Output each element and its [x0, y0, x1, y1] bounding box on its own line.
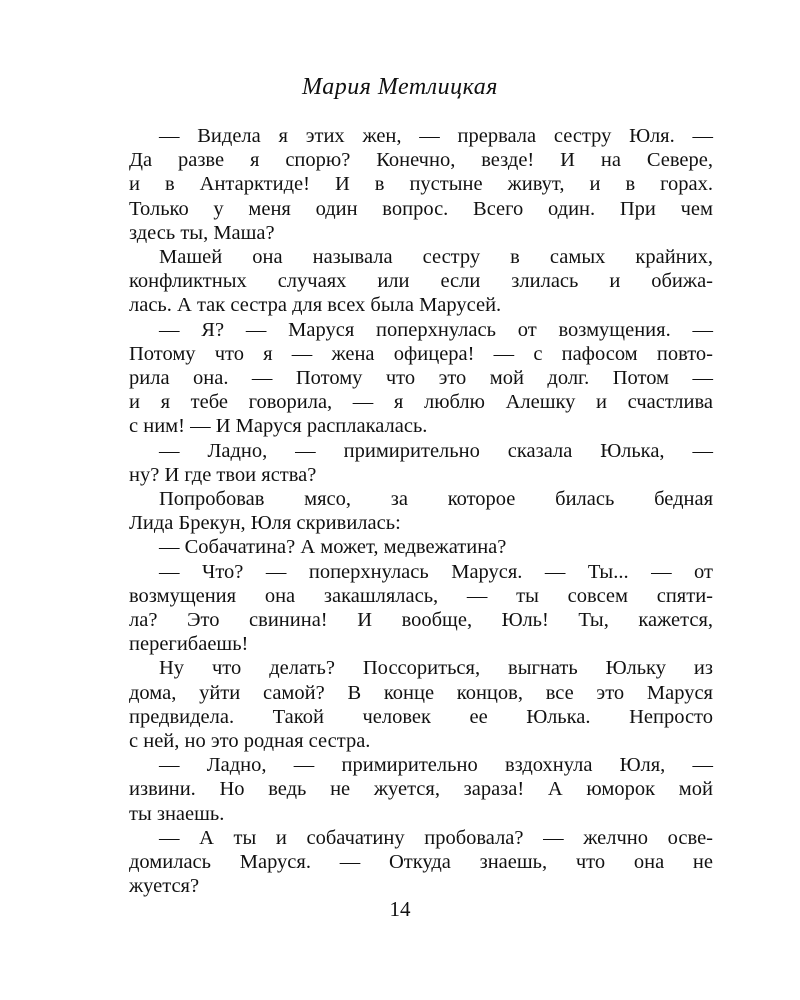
text-line: дома, уйти самой? В конце концов, все это Маруся: [129, 681, 713, 704]
text-line: возмущения она закашлялась, — ты совсем спяти-: [129, 584, 713, 607]
text-line: — Собачатина? А может, медвежатина?: [159, 536, 507, 559]
text-line: с ним! — И Маруся расплакалась.: [129, 415, 428, 438]
text-line: ну? И где твои яства?: [129, 463, 317, 486]
paragraph: [129, 656, 713, 753]
paragraph: [129, 245, 713, 318]
text-line: Машей она называла сестру в самых крайних,: [159, 246, 713, 269]
text-line: ла? Это свинина! И вообще, Юль! Ты, кажется,: [129, 609, 713, 632]
text-line: предвидела. Такой человек ее Юлька. Непросто: [129, 705, 713, 728]
paragraph: [129, 318, 713, 439]
text-line: Лида Брекун, Юля скривилась:: [129, 512, 401, 535]
text-line: жуется?: [129, 875, 200, 898]
text-line: и в Антарктиде! И в пустыне живут, и в горах.: [129, 173, 713, 196]
text-line: Только у меня один вопрос. Всего один. При чем: [129, 197, 713, 220]
paragraph: [129, 753, 713, 826]
paragraph: [129, 535, 713, 559]
running-head-author: Мария Метлицкая: [302, 74, 498, 100]
paragraph: [129, 487, 713, 535]
text-line: перегибаешь!: [129, 633, 249, 656]
paragraph: [129, 439, 713, 487]
text-line: Попробовав мясо, за которое билась бедная: [159, 488, 713, 511]
text-body: [129, 124, 713, 899]
text-line: и я тебе говорила, — я люблю Алешку и счастлива: [129, 391, 713, 414]
text-line: ты знаешь.: [129, 802, 225, 825]
text-line: рила она. — Потому что это мой долг. Потом —: [129, 367, 713, 390]
paragraph: [129, 124, 713, 245]
text-line: — Я? — Маруся поперхнулась от возмущения. —: [159, 318, 713, 341]
text-line: Ну что делать? Поссориться, выгнать Юльку из: [159, 657, 713, 680]
text-line: с ней, но это родная сестра.: [129, 730, 371, 753]
text-line: конфликтных случаях или если злилась и обижа-: [129, 270, 713, 293]
text-line: — А ты и собачатину пробовала? — желчно осве-: [159, 826, 713, 849]
text-line: Потому что я — жена офицера! — с пафосом повто-: [129, 342, 713, 365]
text-line: извини. Но ведь не жуется, зараза! А юморок мой: [129, 778, 713, 801]
page-number: 14: [389, 897, 411, 921]
text-line: — Ладно, — примирительно сказала Юлька, —: [159, 439, 713, 462]
paragraph: [129, 826, 713, 899]
text-line: домилась Маруся. — Откуда знаешь, что она не: [129, 851, 713, 874]
text-line: здесь ты, Маша?: [129, 221, 275, 244]
text-line: — Ладно, — примирительно вздохнула Юля, —: [159, 754, 713, 777]
text-line: лась. А так сестра для всех была Марусей.: [129, 294, 502, 317]
text-line: Да разве я спорю? Конечно, везде! И на Севере,: [129, 149, 713, 172]
paragraph: [129, 560, 713, 657]
text-line: — Что? — поперхнулась Маруся. — Ты... — от: [159, 560, 713, 583]
text-line: — Видела я этих жен, — прервала сестру Юля. —: [159, 125, 713, 147]
